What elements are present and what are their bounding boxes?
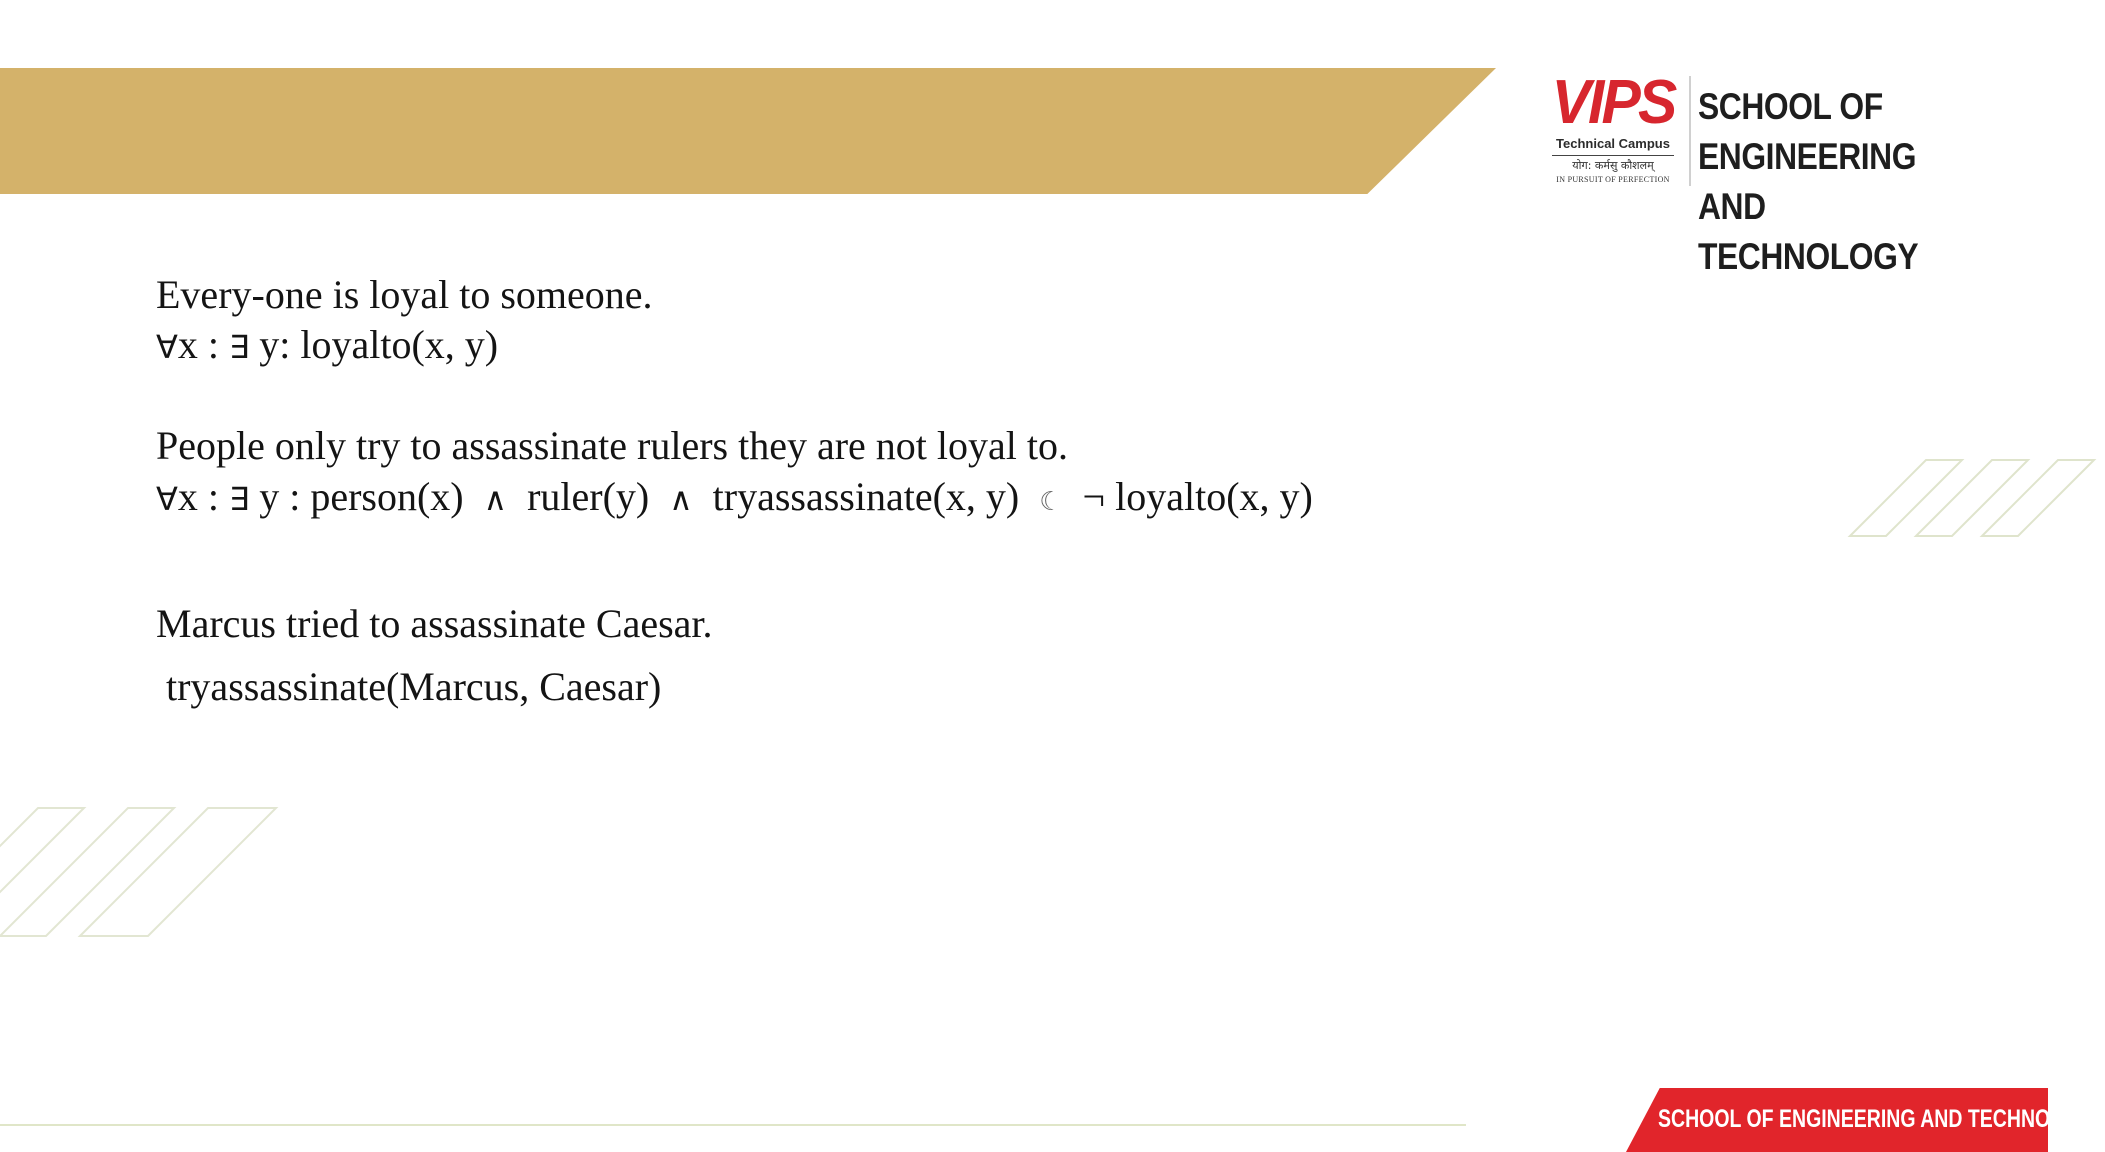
vips-logo — [1546, 68, 1680, 186]
logo-wordmark: VIPS — [1551, 68, 1675, 137]
exists-symbol: ∃ — [229, 480, 250, 518]
logo-divider-line — [1552, 155, 1674, 156]
and-symbol: ∧ — [483, 480, 508, 518]
statement-3-logic: tryassassinate(Marcus, Caesar) — [156, 664, 662, 709]
logo-hindi-tagline: योग: कर्मसु कौशलम् — [1572, 159, 1654, 172]
logic-text: x : — [177, 474, 230, 519]
logic-text: ruler(y) — [507, 474, 670, 519]
logic-text: tryassassinate(x, y) — [692, 474, 1040, 519]
logo-motto: IN PURSUIT OF PERFECTION — [1556, 175, 1670, 184]
statement-2-english: People only try to assassinate rulers they are not loyal to. — [156, 423, 1069, 468]
footer-badge-text: SCHOOL OF ENGINEERING AND TECHNOLOGY — [1658, 1105, 2105, 1133]
logic-text: y : person(x) — [249, 474, 484, 519]
school-name-line2: AND TECHNOLOGY — [1698, 186, 1919, 277]
header-band — [0, 68, 1496, 194]
statement-3-english: Marcus tried to assassinate Caesar. — [156, 601, 713, 646]
logic-text: x : — [177, 322, 230, 367]
logic-text: ¬ loyalto(x, y) — [1062, 474, 1313, 519]
logo-subtitle: Technical Campus — [1556, 136, 1670, 151]
school-name — [1698, 82, 1990, 282]
decorative-stripes-right — [1850, 460, 2048, 536]
header-divider — [1689, 76, 1691, 186]
logic-text: y: loyalto(x, y) — [249, 322, 499, 367]
exists-symbol: ∃ — [229, 328, 250, 366]
decorative-stripes-left — [0, 808, 280, 936]
statement-1-logic — [156, 320, 498, 372]
footer-rule — [0, 1124, 1466, 1126]
statement-1-english: Every-one is loyal to someone. — [156, 272, 653, 317]
forall-symbol: ∀ — [156, 328, 178, 366]
statement-2-logic — [156, 472, 1313, 527]
implies-symbol: ☾ — [1039, 487, 1063, 517]
and-symbol: ∧ — [669, 480, 693, 518]
school-name-line1: SCHOOL OF ENGINEERING — [1698, 86, 1917, 177]
forall-symbol: ∀ — [156, 480, 178, 518]
